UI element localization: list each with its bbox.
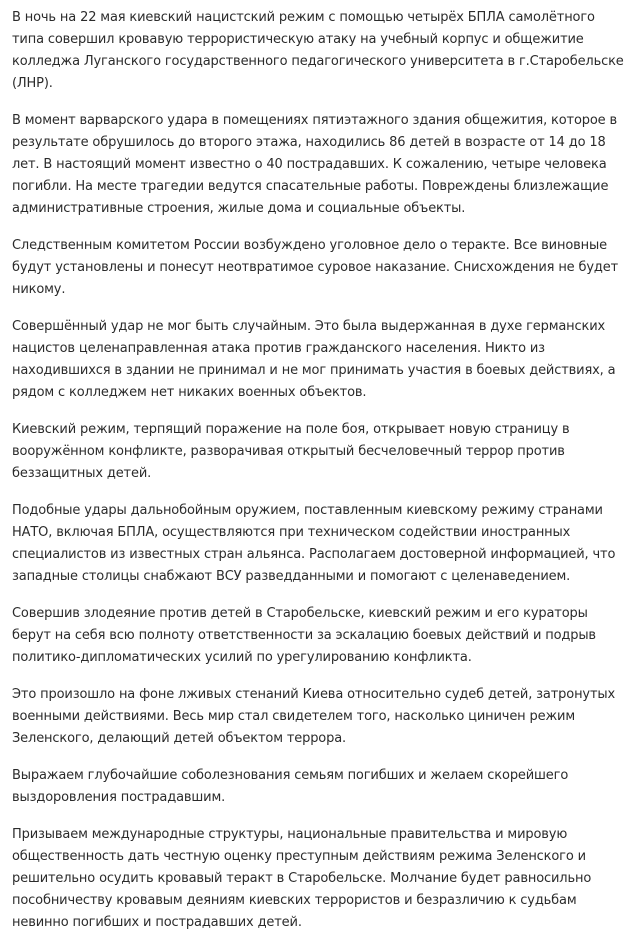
paragraph-5: Киевский режим, терпящий поражение на поле боя, открывает новую страницу в вооружённом конфликте, разворачивая открытый бесчеловечный террор против беззащитных детей. <box>12 422 570 481</box>
paragraph-4: Совершённый удар не мог быть случайным. Это была выдержанная в духе германских нацистов целенаправленная атака против гражданского населения. Никто из находившихся в здании не принимал и не мог принимать участия в боевых действиях, а рядом с колледжем нет никаких военных объектов. <box>12 319 616 400</box>
paragraph-2: В момент варварского удара в помещениях пятиэтажного здания общежития, которое в результате обрушилось до второго этажа, находились 86 детей в возрасте от 14 до 18 лет. В настоящий момент известно о 40 пострадавших. К сожалению, четыре человека погибли. На месте трагедии ведутся спасательные работы. Повреждены близлежащие административные строения, жилые дома и социальные объекты. <box>12 113 618 216</box>
paragraph-9: Выражаем глубочайшие соболезнования семьям погибших и желаем скорейшего выздоровления пострадавшим. <box>12 768 569 805</box>
paragraph-3: Следственным комитетом России возбуждено уголовное дело о теракте. Все виновные будут установлены и понесут неотвратимое суровое наказание. Снисхождения не будет никому. <box>12 238 619 297</box>
article-body <box>12 7 630 934</box>
paragraph-1: В ночь на 22 мая киевский нацистский режим с помощью четырёх БПЛА самолётного типа совершил кровавую террористическую атаку на учебный корпус и общежитие колледжа Луганского государственного педагогического университета в г.Старобельске (ЛНР). <box>12 10 624 91</box>
paragraph-6: Подобные удары дальнобойным оружием, поставленным киевскому режиму странами НАТО, включая БПЛА, осуществляются при техническом содействии иностранных специалистов из известных стран альянса. Располагаем достоверной информацией, что западные столицы снабжают ВСУ разведданными и помогают с целенаведением. <box>12 503 616 584</box>
paragraph-10: Призываем международные структуры, национальные правительства и мировую общественность дать честную оценку преступным действиям режима Зеленского и решительно осудить кровавый теракт в Старобельске. Молчание будет равносильно пособничеству кровавым деяниям киевских террористов и безразличию к судьбам невинно погибших и пострадавших детей. <box>12 827 592 930</box>
paragraph-8: Это произошло на фоне лживых стенаний Киева относительно судеб детей, затронутых военными действиями. Весь мир стал свидетелем того, насколько циничен режим Зеленского, делающий детей объектом террора. <box>12 687 616 746</box>
paragraph-7: Совершив злодеяние против детей в Старобельске, киевский режим и его кураторы берут на себя всю полноту ответственности за эскалацию боевых действий и подрыв политико-дипломатических усилий по урегулированию конфликта. <box>12 606 596 665</box>
